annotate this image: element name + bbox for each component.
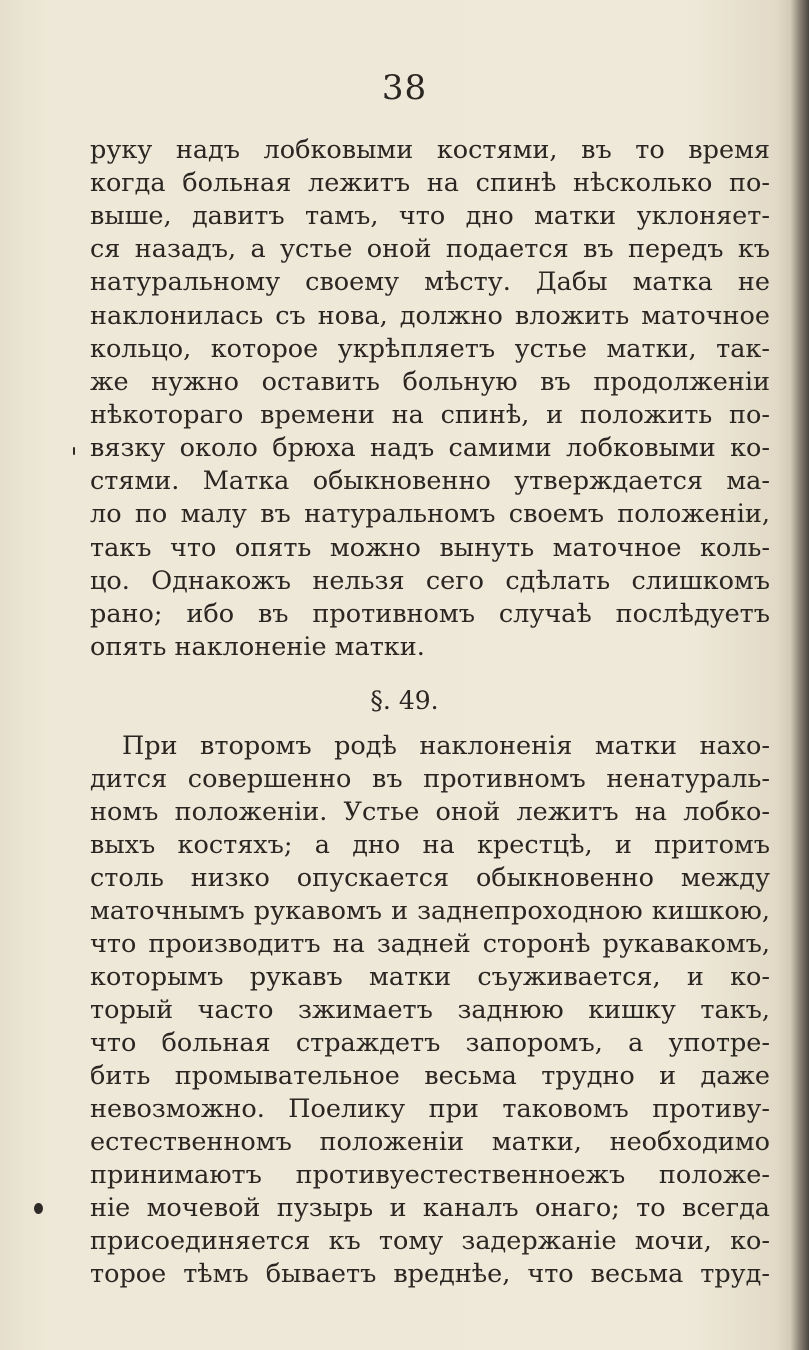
text-line: естественномъ положенiи матки, необходимо — [90, 1127, 770, 1157]
text-line: стями. Матка обыкновенно утверждается ма- — [90, 466, 770, 496]
text-line: опять наклоненiе матки. — [90, 632, 425, 662]
text-line: принимаютъ противуестественноежъ положе- — [90, 1160, 770, 1190]
text-line: торое тѣмъ бываетъ вреднѣе, что весьма труд- — [90, 1259, 770, 1289]
ink-speck — [73, 447, 75, 455]
text-line: что производитъ на задней сторонѣ рукавакомъ, — [90, 929, 770, 959]
text-line: выше, давитъ тамъ, что дно матки уклоняет- — [90, 201, 770, 231]
text-line: столь низко опускается обыкновенно между — [90, 863, 770, 893]
text-line: такъ что опять можно вынуть маточное коль- — [90, 533, 770, 563]
page-number: 38 — [381, 68, 428, 108]
text-line: номъ положенiи. Устье оной лежитъ на лобко- — [90, 797, 770, 827]
text-line: которымъ рукавъ матки съуживается, и ко- — [90, 962, 770, 992]
page-edge-shadow — [791, 0, 809, 1350]
text-line: когда больная лежитъ на спинѣ нѣсколько по- — [90, 168, 770, 198]
section-heading: §. 49. — [370, 686, 439, 715]
text-line: невозможно. Поелику при таковомъ противу- — [90, 1094, 770, 1124]
ink-blot — [34, 1203, 43, 1214]
text-line: цо. Однакожъ нельзя сего сдѣлать слишкомъ — [90, 566, 770, 596]
text-line: вязку около брюха надъ самими лобковыми ко- — [90, 433, 770, 463]
text-line: При второмъ родѣ наклоненiя матки нахо- — [122, 731, 770, 761]
text-line: кольцо, которое укрѣпляетъ устье матки, так- — [90, 334, 770, 364]
text-line: нѣкотораго времени на спинѣ, и положить по- — [90, 400, 770, 430]
text-line: торый часто зжимаетъ заднюю кишку такъ, — [90, 995, 770, 1025]
text-line: же нужно оставить больную въ продолженiи — [90, 367, 770, 397]
text-line: рано; ибо въ противномъ случаѣ послѣдуетъ — [90, 599, 770, 629]
text-line: руку надъ лобковыми костями, въ то время — [90, 135, 770, 165]
text-line: дится совершенно въ противномъ ненатураль- — [90, 764, 770, 794]
text-line: нiе мочевой пузырь и каналъ онаго; то всегда — [90, 1193, 770, 1223]
text-line: ся назадъ, а устье оной подается въ передъ къ — [90, 234, 770, 264]
text-line: натуральному своему мѣсту. Дабы матка не — [90, 267, 770, 297]
text-line: наклонилась съ нова, должно вложить маточное — [90, 301, 770, 331]
text-line: что больная страждетъ запоромъ, а употре- — [90, 1028, 770, 1058]
text-line: бить промывательное весьма трудно и даже — [90, 1061, 770, 1091]
text-line: ло по малу въ натуральномъ своемъ положенiи, — [90, 499, 770, 529]
text-line: выхъ костяхъ; а дно на крестцѣ, и притомъ — [90, 830, 770, 860]
text-line: присоединяется къ тому задержанiе мочи, ко- — [90, 1226, 770, 1256]
text-line: маточнымъ рукавомъ и заднепроходною кишкою, — [90, 896, 770, 926]
